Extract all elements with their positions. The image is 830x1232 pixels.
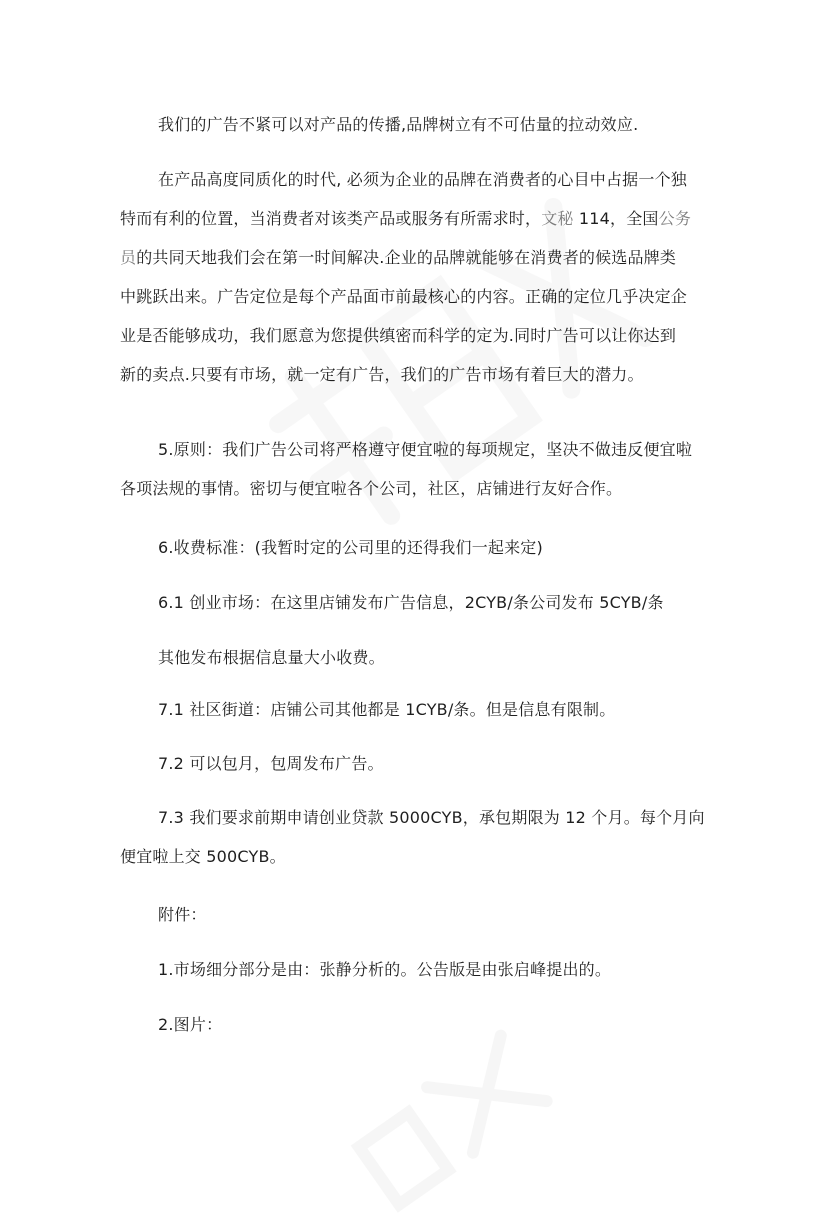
- paragraph-10: [120, 895, 720, 934]
- paragraph-8: [120, 744, 720, 783]
- paragraph-2-line-2-text-b: 114，全国: [573, 209, 659, 228]
- paragraph-3: [120, 430, 720, 508]
- paragraph-2-line-3-text: 的共同天地我们会在第一时间解决.企业的品牌就能够在消费者的候选品牌类: [136, 248, 677, 267]
- paragraph-2: [120, 160, 720, 394]
- paragraph-4: [120, 528, 720, 567]
- paragraph-9-line-2: 便宜啦上交 500CYB。: [120, 847, 286, 866]
- paragraph-7: [120, 690, 720, 729]
- paragraph-8-line: 7.2 可以包月，包周发布广告。: [158, 754, 384, 773]
- paragraph-2-line-1: 在产品高度同质化的时代, 必须为企业的品牌在消费者的心目中占据一个独: [158, 170, 687, 189]
- paragraph-2-line-4: 中跳跃出来。广告定位是每个产品面市前最核心的内容。正确的定位几乎决定企: [120, 287, 688, 306]
- paragraph-1-line: 我们的广告不紧可以对产品的传播,品牌树立有不可估量的拉动效应.: [158, 115, 639, 134]
- paragraph-7-line: 7.1 社区街道：店铺公司其他都是 1CYB/条。但是信息有限制。: [158, 700, 616, 719]
- paragraph-3-line-1: 5.原则：我们广告公司将严格遵守便宜啦的每项规定，坚决不做违反便宜啦: [158, 440, 693, 459]
- paragraph-5: [120, 583, 720, 622]
- paragraph-2-line-6: 新的卖点.只要有市场，就一定有广告，我们的广告市场有着巨大的潜力。: [120, 365, 644, 384]
- paragraph-12-line: 2.图片：: [158, 1015, 223, 1034]
- link-gongwuyuan-part1[interactable]: 公务: [658, 209, 692, 228]
- paragraph-1: [120, 105, 720, 144]
- link-gongwuyuan-part2[interactable]: 员: [120, 248, 137, 267]
- paragraph-5-line: 6.1 创业市场：在这里店铺发布广告信息，2CYB/条公司发布 5CYB/条: [158, 593, 664, 612]
- paragraph-9-line-1: 7.3 我们要求前期申请创业贷款 5000CYB，承包期限为 12 个月。每个月向: [158, 808, 705, 827]
- paragraph-6-line: 其他发布根据信息量大小收费。: [158, 648, 385, 667]
- paragraph-2-line-3: [120, 238, 720, 277]
- paragraph-2-line-2: [120, 199, 720, 238]
- paragraph-12: [120, 1005, 720, 1044]
- paragraph-11-line: 1.市场细分部分是由：张静分析的。公告版是由张启峰提出的。: [158, 960, 612, 979]
- paragraph-6: [120, 638, 720, 677]
- paragraph-3-line-2: 各项法规的事情。密切与便宜啦各个公司，社区，店铺进行友好合作。: [120, 479, 623, 498]
- paragraph-2-line-2-text-a: 特而有利的位置，当消费者对该类产品或服务有所需求时，: [120, 209, 542, 228]
- paragraph-9: [120, 798, 720, 876]
- paragraph-11: [120, 950, 720, 989]
- paragraph-10-line: 附件：: [158, 905, 207, 924]
- paragraph-2-line-5: 业是否能够成功，我们愿意为您提供缜密而科学的定为.同时广告可以让你达到: [120, 326, 677, 345]
- link-wenmi[interactable]: 文秘: [541, 209, 574, 228]
- paragraph-4-line: 6.收费标准：(我暂时定的公司里的还得我们一起来定): [158, 538, 543, 557]
